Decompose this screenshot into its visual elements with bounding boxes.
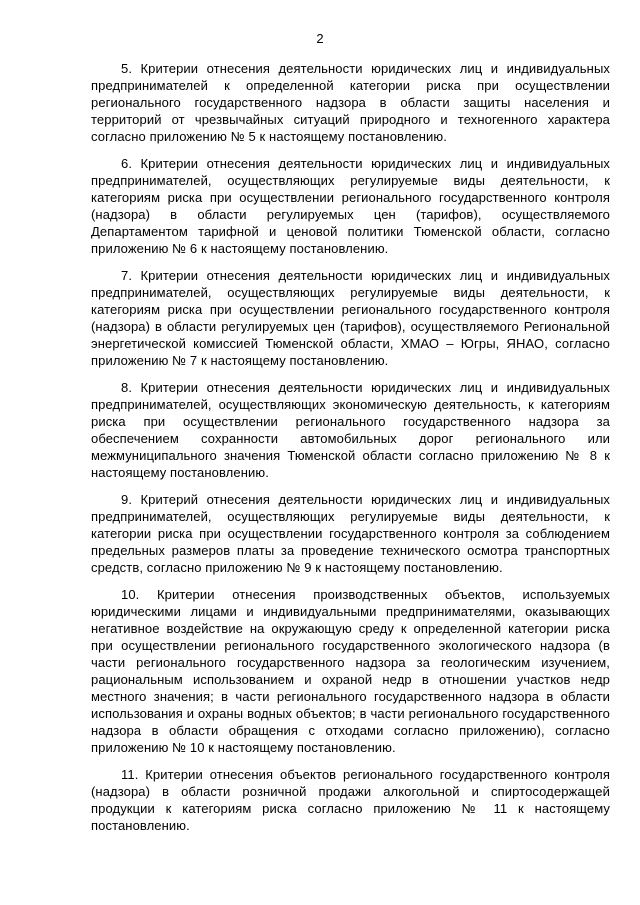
page-number: 2 [316,31,324,46]
paragraph-item-5: 5. Критерии отнесения деятельности юридических лиц и индивидуальных предпринимателей к определенной категории риска при осуществлении регионального государственного надзора в области защиты населения и территорий от чрезвычайных ситуаций природного и техногенного характера согласно приложению № 5 к настоящему постановлению. [91,61,610,144]
paragraph-item-11: 11. Критерии отнесения объектов регионального государственного контроля (надзора) в области розничной продажи алкогольной и спиртосодержащей продукции к категориям риска согласно приложению № 11 к настоящему постановлению. [91,767,610,833]
document-body [91,60,610,844]
paragraph-item-7: 7. Критерии отнесения деятельности юридических лиц и индивидуальных предпринимателей, осуществляющих регулируемые виды деятельности, к категориям риска при осуществлении регионального государственного контроля (надзора) в области регулируемых цен (тарифов), осуществляемого Региональной энергетической комиссией Тюменской области, ХМАО – Югры, ЯНАО, согласно приложению № 7 к настоящему постановлению. [91,268,610,368]
paragraph-item-9: 9. Критерий отнесения деятельности юридических лиц и индивидуальных предпринимателей, осуществляющих регулируемые виды деятельности, к категории риска при осуществлении государственного контроля за соблюдением предельных размеров платы за проведение технического осмотра транспортных средств, согласно приложению № 9 к настоящему постановлению. [91,492,610,575]
paragraph-item-8: 8. Критерии отнесения деятельности юридических лиц и индивидуальных предпринимателей, осуществляющих экономическую деятельность, к категориям риска при осуществлении регионального государственного надзора за обеспечением сохранности автомобильных дорог регионального или межмуниципального значения Тюменской области согласно приложению № 8 к настоящему постановлению. [91,380,610,480]
paragraph-item-10: 10. Критерии отнесения производственных объектов, используемых юридическими лицами и индивидуальными предпринимателями, оказывающих негативное воздействие на окружающую среду к определенной категории риска при осуществлении регионального государственного экологического надзора (в части регионального государственного надзора за геологическим изучением, рациональным использованием и охраной недр в отношении участков недр местного значения; в части регионального государственного надзора в области использования и охраны водных объектов; в части регионального государственного надзора в области обращения с отходами согласно приложению), согласно приложению № 10 к настоящему постановлению. [91,587,610,755]
paragraph-item-6: 6. Критерии отнесения деятельности юридических лиц и индивидуальных предпринимателей, осуществляющих регулируемые виды деятельности, к категориям риска при осуществлении регионального государственного контроля (надзора) в области регулируемых цен (тарифов), осуществляемого Департаментом тарифной и ценовой политики Тюменской области, согласно приложению № 6 к настоящему постановлению. [91,156,610,256]
